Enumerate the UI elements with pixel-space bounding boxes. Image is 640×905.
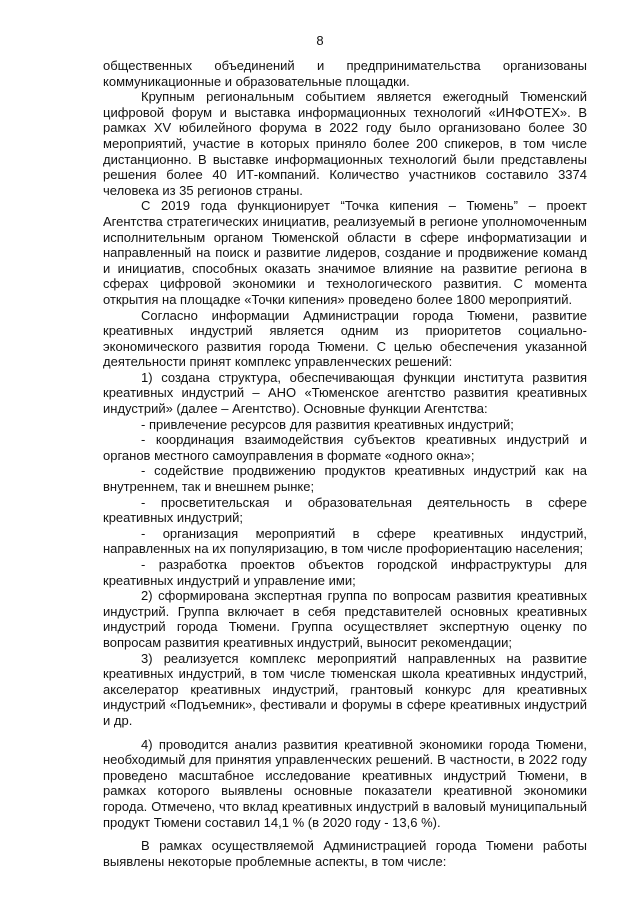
paragraph-item-2: 2) сформирована экспертная группа по вопросам развития креативных индустрий. Группа включает в себя представителей основных креативных индустрий города Тюмени. Группа осуществляет экспертную оценку по вопросам развития креативных индустрий, выносит рекомендации; — [103, 588, 587, 650]
list-item-promotion: - содействие продвижению продуктов креативных индустрий как на внутреннем, так и внешнем рынке; — [103, 463, 587, 495]
list-item-coordination: - координация взаимодействия субъектов креативных индустрий и органов местного самоуправления в формате «одного окна»; — [103, 432, 587, 463]
paragraph-item-1: 1) создана структура, обеспечивающая функции института развития креативных индустрий – АНО «Тюменское агентство развития креативных индустрий» (далее – Агентство). Основные функции Агентства: — [103, 369, 587, 417]
paragraph-infotech-forum: Крупным региональным событием является ежегодный Тюменский цифровой форум и выставка информационных технологий «ИНФОТЕХ». В рамках XV юбилейного форума в 2022 году было организовано более 30 мероприятий, участие в которых приняло более 200 спикеров, в том числе дистанционно. В выставке информационных технологий были представлены решения более 40 ИТ-компаний. Количество участников составило 3374 человека из 35 регионов страны. — [103, 89, 587, 198]
list-item-attract-resources: - привлечение ресурсов для развития креативных индустрий; — [141, 416, 514, 432]
paragraph-item-3: 3) реализуется комплекс мероприятий направленных на развитие креативных индустрий, в том числе тюменская школа креативных индустрий, акселератор креативных индустрий, грантовый конкурс для креативных индустрий «Подъемник», фестивали и форумы в сфере креативных индустрий и др. — [103, 650, 587, 728]
document-body — [103, 58, 587, 869]
paragraph-item-4: 4) проводится анализ развития креативной экономики города Тюмени, необходимый для принятия управленческих решений. В частности, в 2022 году проведено масштабное исследование креативных индустрий Тюмени, в рамках которого выявлены основные показатели креативной экономики города. Отмечено, что вклад креативных индустрий в валовый муниципальный продукт Тюмени составил 14,1 % (в 2020 году - 13,6 %). — [103, 736, 587, 830]
list-item-education: - просветительская и образовательная деятельность в сфере креативных индустрий; — [103, 494, 587, 526]
list-item-infrastructure: - разработка проектов объектов городской инфраструктуры для креативных индустрий и управление ими; — [103, 557, 587, 588]
paragraph-problem-aspects: В рамках осуществляемой Администрацией города Тюмени работы выявлены некоторые проблемные аспекты, в том числе: — [103, 838, 587, 869]
paragraph-administration-info: Согласно информации Администрации города Тюмени, развитие креативных индустрий является одним из приоритетов социально-экономического развития города Тюмени. С целью обеспечения указанной деятельности принят комплекс управленческих решений: — [103, 307, 587, 370]
paragraph-continuation: общественных объединений и предпринимательства организованы коммуникационные и образовательные площадки. — [103, 58, 587, 89]
page-number: 8 — [316, 33, 324, 48]
list-item-events: - организация мероприятий в сфере креативных индустрий, направленных на их популяризацию, в том числе профориентацию населения; — [103, 525, 587, 557]
paragraph-boiling-point: С 2019 года функционирует “Точка кипения – Тюмень” – проект Агентства стратегических инициатив, реализуемый в регионе уполномоченным исполнительным органом Тюменской области в сфере информатизации и направленный на поиск и развитие лидеров, создание и продвижение команд и инициатив, способных оказать значимое влияние на развитие региона в сферах цифровой экономики и технологического развития. С момента открытия на площадке «Точки кипения» проведено более 1800 мероприятий. — [103, 198, 587, 307]
